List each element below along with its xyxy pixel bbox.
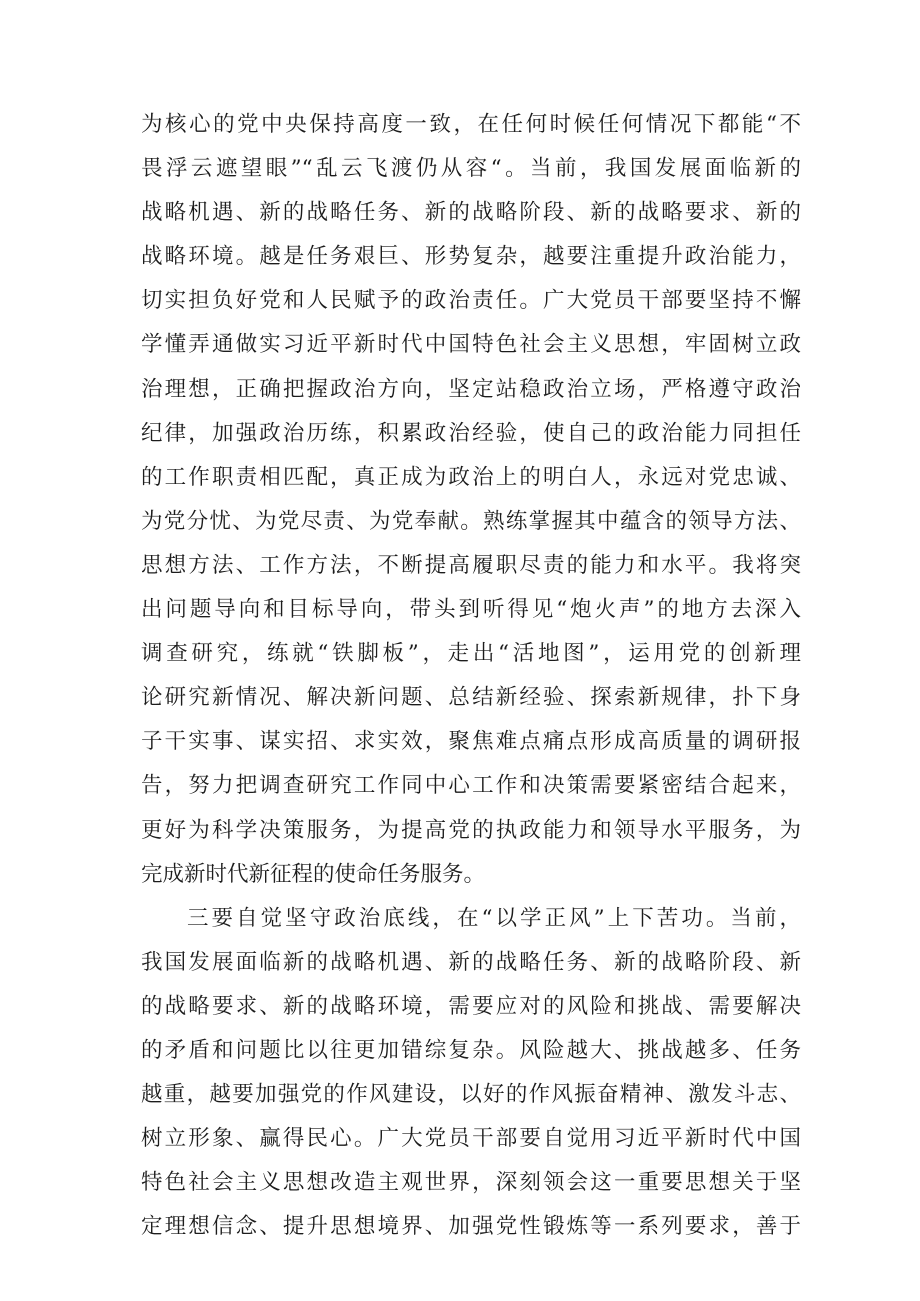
text-line: 论研究新情况、解决新问题、总结新经验、探索新规律，扑下身: [141, 685, 801, 711]
text-line: 定理想信念、提升思想境界、加强党性锻炼等一系列要求，善于: [141, 1214, 801, 1240]
paragraph-2: [141, 897, 801, 1250]
text-line: 特色社会主义思想改造主观世界，深刻领会这一重要思想关于坚: [141, 1170, 801, 1196]
text-line: 为核心的党中央保持高度一致，在任何时候任何情况下都能“不: [141, 112, 801, 137]
text-line: 越重，越要加强党的作风建设，以好的作风振奋精神、激发斗志、: [141, 1082, 801, 1108]
text-line: 治理想，正确把握政治方向，坚定站稳政治立场，严格遵守政治: [141, 376, 801, 402]
text-line: 畏浮云遮望眼”“乱云飞渡仍从容“。当前，我国发展面临新的: [141, 156, 801, 182]
text-line: 战略环境。越是任务艰巨、形势复杂，越要注重提升政治能力，: [141, 244, 801, 270]
text-line: 的工作职责相匹配，真正成为政治上的明白人，永远对党忠诚、: [141, 464, 801, 490]
text-line: 完成新时代新征程的使命任务服务。: [141, 861, 486, 887]
text-line: 调查研究，练就“铁脚板”，走出“活地图”，运用党的创新理: [141, 641, 801, 667]
text-line: 的战略要求、新的战略环境，需要应对的风险和挑战、需要解决: [141, 993, 801, 1019]
text-line: 切实担负好党和人民赋予的政治责任。广大党员干部要坚持不懈: [141, 288, 801, 314]
text-line: 子干实事、谋实招、求实效，聚焦难点痛点形成高质量的调研报: [141, 729, 801, 755]
text-line: 树立形象、赢得民心。广大党员干部要自觉用习近平新时代中国: [141, 1126, 801, 1152]
text-line: 战略机遇、新的战略任务、新的战略阶段、新的战略要求、新的: [141, 200, 801, 226]
body-text: [141, 103, 801, 1249]
text-line: 思想方法、工作方法，不断提高履职尽责的能力和水平。我将突: [141, 552, 801, 578]
text-line: 告，努力把调查研究工作同中心工作和决策需要紧密结合起来，: [141, 773, 801, 799]
text-line: 我国发展面临新的战略机遇、新的战略任务、新的战略阶段、新: [141, 949, 801, 975]
text-line: 三要自觉坚守政治底线，在“以学正风”上下苦功。当前，: [187, 905, 801, 931]
text-line: 出问题导向和目标导向，带头到听得见“炮火声”的地方去深入: [141, 597, 801, 623]
paragraph-1: [141, 103, 801, 897]
text-line: 纪律，加强政治历练，积累政治经验，使自己的政治能力同担任: [141, 420, 801, 446]
text-line: 的矛盾和问题比以往更加错综复杂。风险越大、挑战越多、任务: [141, 1037, 801, 1063]
text-line: 学懂弄通做实习近平新时代中国特色社会主义思想，牢固树立政: [141, 332, 801, 358]
text-line: 更好为科学决策服务，为提高党的执政能力和领导水平服务，为: [141, 817, 801, 843]
text-line: 为党分忧、为党尽责、为党奉献。熟练掌握其中蕴含的领导方法、: [141, 508, 801, 534]
